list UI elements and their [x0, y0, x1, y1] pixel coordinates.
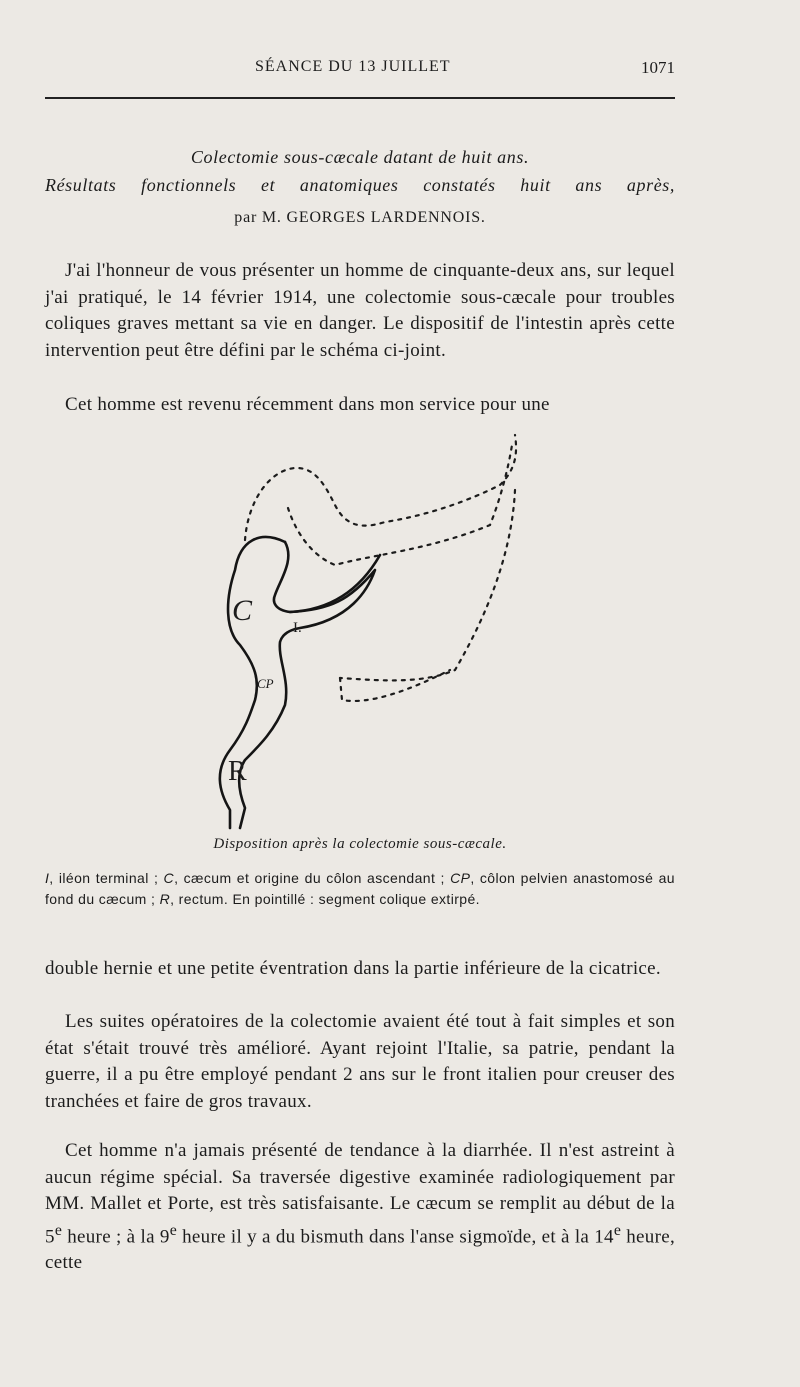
- page-header: [45, 58, 675, 84]
- legend-key-caecum: C: [163, 870, 175, 886]
- paragraph-5-text-d: heure, cette: [45, 1225, 676, 1274]
- paragraph-2: [45, 392, 675, 419]
- label-pelvic-colon: CP: [257, 676, 274, 691]
- paragraph-1-text: J'ai l'honneur de vous présenter un homme de cinquante-deux ans, sur lequel j'ai pratiqué, le 14 février 1914, une colectomie sous-cæcale pour troubles coliques graves mettant sa vie en danger. Le dispositif de l'intestin après cette intervention peut être défini par le schéma ci-joint.: [45, 260, 675, 361]
- superscript-e-1: e: [54, 1221, 63, 1239]
- label-ileum: I.: [293, 620, 302, 636]
- paragraph-2-text: Cet homme est revenu récemment dans mon service pour une: [65, 394, 550, 415]
- article-author: par M. GEORGES LARDENNOIS.: [234, 209, 486, 226]
- paragraph-5: [45, 1138, 675, 1277]
- paragraph-3: [45, 956, 675, 983]
- paragraph-1: [45, 258, 675, 364]
- paragraph-5-text-a: Cet homme n'a jamais présenté de tendance à la diarrhée. Il n'est astreint à aucun régime spécial. Sa traversée digestive examinée radiologiquement par MM. Mallet et Porte, est très satisfaisante. Le cæcum se remplit au début de la 5: [45, 1140, 675, 1247]
- legend-text-4: , rectum. En pointillé : segment colique extirpé.: [170, 891, 480, 907]
- legend-text-3: , côlon pelvien anastomosé au fond du cæcum ;: [45, 870, 675, 907]
- superscript-e-2: e: [169, 1221, 178, 1239]
- running-title: SÉANCE DU 13 JUILLET: [255, 58, 451, 75]
- page-number: 1071: [641, 58, 675, 77]
- legend-key-rectum: R: [159, 891, 171, 907]
- intestine-diagram: [200, 430, 540, 840]
- legend-text-2: , cæcum et origine du côlon ascendant ;: [174, 870, 451, 886]
- figure-caption: Disposition après la colectomie sous-cæcale.: [213, 836, 507, 852]
- header-rule: [45, 97, 675, 99]
- article-title-block: [45, 143, 675, 227]
- legend-key-ileum: I: [45, 870, 50, 886]
- article-title: Colectomie sous-cæcale datant de huit ans.: [190, 147, 530, 167]
- label-rectum: R: [228, 756, 247, 787]
- paragraph-5-text-c: heure il y a du bismuth dans l'anse sigmoïde, et à la 14: [177, 1225, 614, 1247]
- intestine-diagram-svg: [200, 430, 540, 840]
- figure-legend: [45, 868, 675, 910]
- article-subtitle: Résultats fonctionnels et anatomiques constatés huit ans après,: [45, 175, 675, 195]
- paragraph-3-text: double hernie et une petite éventration dans la partie inférieure de la cicatrice.: [45, 958, 661, 979]
- legend-key-pelvic-colon: CP: [450, 870, 471, 886]
- legend-text-1: , iléon terminal ;: [49, 870, 164, 886]
- paragraph-4-text: Les suites opératoires de la colectomie avaient été tout à fait simples et son état s'était trouvé très amélioré. Ayant rejoint l'Italie, sa patrie, pendant la guerre, il a pu être employé pendant 2 ans sur le front italien pour creuser des tranchées et faire de gros travaux.: [45, 1011, 675, 1112]
- paragraph-4: [45, 1009, 675, 1115]
- label-caecum: C: [232, 594, 253, 627]
- paragraph-5-text-b: heure ; à la 9: [62, 1225, 170, 1247]
- superscript-e-3: e: [613, 1221, 622, 1239]
